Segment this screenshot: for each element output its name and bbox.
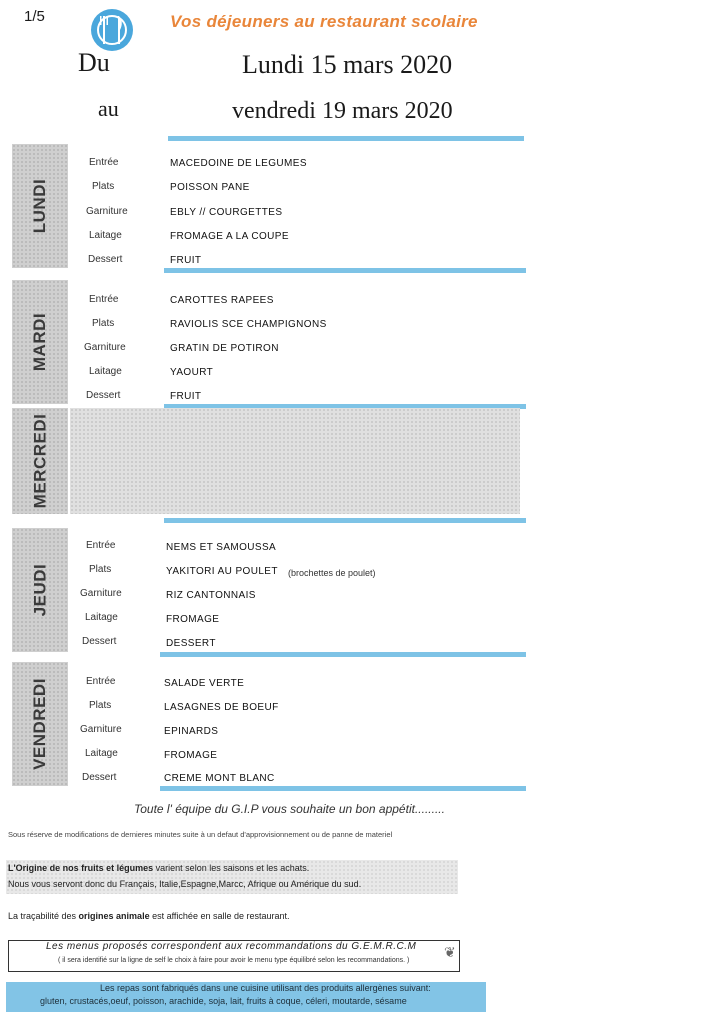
disclaimer-text: Sous réserve de modifications de dernieres minutes suite à un defaut d'approvisionnement ou de panne de materiel (8, 830, 393, 839)
row-label-garniture: Garniture (84, 342, 126, 353)
row-label-laitage: Laitage (85, 612, 118, 623)
origin-bold: L'Origine de nos fruits et légumes (8, 863, 154, 873)
row-label-dessert: Dessert (88, 254, 123, 265)
date-from: Lundi 15 mars 2020 (242, 50, 453, 79)
dish-note: (brochettes de poulet) (288, 568, 376, 578)
page-title: Vos déjeuners au restaurant scolaire (170, 12, 478, 31)
row-label-garniture: Garniture (86, 206, 128, 217)
page-number: 1/5 (24, 8, 45, 25)
leaf-icon: ❦ (444, 944, 456, 960)
greeting-text: Toute l' équipe du G.I.P vous souhaite un bon appétit......... (134, 802, 445, 816)
dish-garniture: EBLY // COURGETTES (170, 207, 283, 218)
recommendations-title: Les menus proposés correspondent aux recommandations du G.E.M.R.C.M (46, 941, 417, 952)
mercredi-empty-area (70, 408, 520, 514)
row-label-dessert: Dessert (82, 636, 117, 647)
row-label-plats: Plats (89, 700, 112, 711)
origin-rest: varient selon les saisons et les achats. (153, 863, 310, 873)
day-name: MERCREDI (30, 413, 50, 509)
day-name: VENDREDI (30, 678, 50, 770)
fork-knife-plate-icon (90, 8, 134, 52)
origin-line-1 (8, 863, 309, 873)
row-label-garniture: Garniture (80, 588, 122, 599)
dish-laitage: FROMAGE (166, 614, 220, 625)
dish-dessert: DESSERT (166, 638, 216, 649)
day-bar-mardi (12, 280, 68, 404)
dish-entree: MACEDOINE DE LEGUMES (170, 158, 307, 169)
header-divider (168, 136, 524, 141)
section-divider (160, 652, 526, 657)
dish-laitage: YAOURT (170, 367, 214, 378)
dish-dessert: FRUIT (170, 255, 202, 266)
row-label-laitage: Laitage (89, 366, 122, 377)
row-label-plats: Plats (92, 181, 115, 192)
dish-garniture: EPINARDS (164, 726, 219, 737)
dish-laitage: FROMAGE (164, 750, 218, 761)
row-label-garniture: Garniture (80, 724, 122, 735)
dish-entree: CAROTTES RAPEES (170, 295, 274, 306)
allergen-list: gluten, crustacés,oeuf, poisson, arachide, soja, lait, fruits à coque, céleri, moutarde, sésame (40, 996, 407, 1006)
date-to: vendredi 19 mars 2020 (232, 98, 453, 124)
origin-line-2: Nous vous servont donc du Français, Italie,Espagne,Marcc, Afrique ou Amérique du sud. (8, 879, 362, 889)
row-label-laitage: Laitage (89, 230, 122, 241)
dish-plat: YAKITORI AU POULET (166, 566, 278, 577)
dish-plat: POISSON PANE (170, 182, 250, 193)
row-label-laitage: Laitage (85, 748, 118, 759)
day-bar-jeudi (12, 528, 68, 652)
date-from-label: Du (78, 48, 110, 77)
day-bar-vendredi (12, 662, 68, 786)
row-label-entree: Entrée (89, 294, 119, 305)
dish-entree: SALADE VERTE (164, 678, 245, 689)
section-divider (164, 268, 526, 273)
dish-dessert: FRUIT (170, 391, 202, 402)
day-name: MARDI (30, 312, 49, 372)
section-divider (164, 518, 526, 523)
allergen-title: Les repas sont fabriqués dans une cuisine utilisant des produits allergènes suivant: (100, 983, 431, 993)
day-bar-mercredi (12, 408, 68, 514)
trace-post: est affichée en salle de restaurant. (149, 911, 290, 921)
day-bar-lundi (12, 144, 68, 268)
dish-plat: LASAGNES DE BOEUF (164, 702, 279, 713)
section-divider (160, 786, 526, 791)
dish-dessert: CREME MONT BLANC (164, 773, 275, 784)
row-label-dessert: Dessert (82, 772, 117, 783)
recommendations-note: ( il sera identifié sur la ligne de self le choix à faire pour avoir le menu type équilibré selon les recommandations. ) (58, 957, 410, 964)
row-label-entree: Entrée (86, 540, 116, 551)
dish-garniture: GRATIN DE POTIRON (170, 343, 279, 354)
dish-garniture: RIZ CANTONNAIS (166, 590, 256, 601)
dish-entree: NEMS ET SAMOUSSA (166, 542, 277, 553)
date-to-label: au (98, 96, 119, 121)
row-label-plats: Plats (89, 564, 112, 575)
dish-plat: RAVIOLIS SCE CHAMPIGNONS (170, 319, 327, 330)
tracability-text (8, 911, 290, 921)
row-label-entree: Entrée (86, 676, 116, 687)
day-name: JEUDI (29, 563, 49, 617)
row-label-entree: Entrée (89, 157, 119, 168)
row-label-dessert: Dessert (86, 390, 121, 401)
trace-pre: La traçabilité des (8, 911, 79, 921)
row-label-plats: Plats (92, 318, 115, 329)
dish-laitage: FROMAGE A LA COUPE (170, 231, 289, 242)
trace-bold: origines animale (78, 911, 150, 921)
day-name: LUNDI (29, 178, 49, 234)
